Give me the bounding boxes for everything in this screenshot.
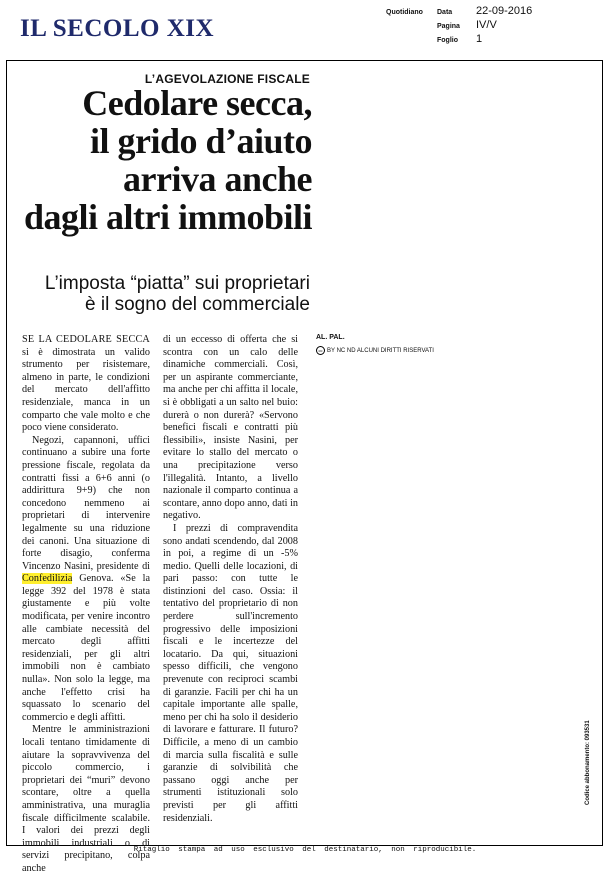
publication-type: Quotidiano: [386, 9, 423, 16]
headline-line: Cedolare secca,: [82, 83, 312, 123]
sheet-label: Foglio: [437, 37, 458, 44]
paragraph: Mentre le amministrazioni locali tentano timidamente di aiutare la sopravvivenza del piccolo commercio, i proprietari dei “muri” devono scontare, oltre a quella amministrativa, una muraglia fiscale difficilmente scalabile. I valori dei prezzi degli immobili industriali o di servizi precipitano, colpa anche: [22, 724, 150, 874]
paragraph: I prezzi di compravendita sono andati scendendo, dal 2008 in poi, a regime di un -5% medio. Quelli delle locazioni, di pari passo: con tutte le distinzioni del caso. Ossia: il tentativo del proprietario di non perdere sull'incremento progressivo delle imposizioni fiscali e le incertezze del locatario. Da qui, situazioni spesso difficili, che vengono prevenute con reciproci scambi di garanzie. Facili per chi ha un capitale importante alle spalle, meno per chi ha solo il desiderio di lavorare e fatturare. Il futuro? Difficile, a meno di un cambio di marcia sulla fiscalità e sulle garanzie di solvibilità che passano oggi anche per strumenti istituzionali solo previsti per gli affitti residenziali.: [163, 522, 298, 824]
page-value: IV/V: [476, 19, 497, 31]
highlighted-term: Confedilizia: [22, 573, 73, 585]
paragraph: [22, 435, 150, 725]
article-headline: [24, 84, 312, 236]
paragraph-text: Genova. «Se la legge 392 del 1978 è stata giustamente e più volte modificata, per venire incontro alle cambiate necessità del mercato degli affitti residenziali, per gli altri immobili non è cambiato nulla». Non solo la legge, ma anche l'effetto crisi ha squassato lo scenario del commercio e degli affitti.: [22, 573, 150, 723]
article-column-2: [163, 334, 298, 825]
reproduction-notice: Ritaglio stampa ad uso esclusivo del destinatario, non riproducibile.: [133, 846, 477, 854]
subscription-code: Codice abbonamento: 093531: [585, 720, 591, 805]
author-signature: AL. PAL.: [316, 334, 345, 341]
subhead-line: è il sogno del commerciale: [85, 294, 310, 315]
lead-in: SE LA CEDOLARE SECCA: [22, 334, 150, 345]
paragraph-text: si è dimostrata un valido strumento per risistemare, almeno in parte, le condizioni del mercato dell'affitto residenziale, manca in un comparto che vale molto e che poco viene considerato.: [22, 346, 150, 434]
creative-commons-icon: cc: [316, 346, 325, 355]
date-label: Data: [437, 9, 453, 16]
paragraph: [22, 334, 150, 435]
article-column-1: [22, 334, 150, 876]
license-notice: [316, 346, 434, 355]
article-kicker: L’AGEVOLAZIONE FISCALE: [144, 72, 310, 86]
page-label: Pagina: [437, 23, 460, 30]
date-value: 22-09-2016: [476, 5, 533, 17]
paragraph-text: Negozi, capannoni, uffici continuano a subire una forte pressione fiscale, regolata da contratti fissi a 6+6 anni (o addirittura 9+9) che non concedono nemmeno ai proprietari di intervenire legalmente su una riduzione dei canoni. Una situazione di forte disagio, conferma Vincenzo Nasini, presidente di: [22, 434, 150, 572]
article-subhead: [45, 273, 310, 315]
sheet-value: 1: [476, 33, 483, 45]
newspaper-masthead: IL SECOLO XIX: [20, 15, 215, 42]
headline-line: dagli altri immobili: [23, 197, 312, 237]
headline-line: arriva anche: [123, 159, 312, 199]
headline-line: il grido d’aiuto: [89, 121, 312, 161]
paragraph: di un eccesso di offerta che si scontra con un calo delle dinamiche commerciali. Così, per un aspirante commerciante, ma anche per chi affitta il locale, si è obbligati a un salto nel buio: durerà o non durerà? «Servono benefici fiscali e contratti più flessibili», insiste Nasini, per evitare lo stallo del mercato o una precipitazione verso l'illegalità. Intanto, a livello nazionale il comparto continua a scontare, anno dopo anno, dati in negativo.: [163, 334, 298, 522]
subhead-line: L’imposta “piatta” sui proprietari: [44, 273, 310, 294]
license-text: BY NC ND ALCUNI DIRITTI RISERVATI: [327, 348, 434, 355]
